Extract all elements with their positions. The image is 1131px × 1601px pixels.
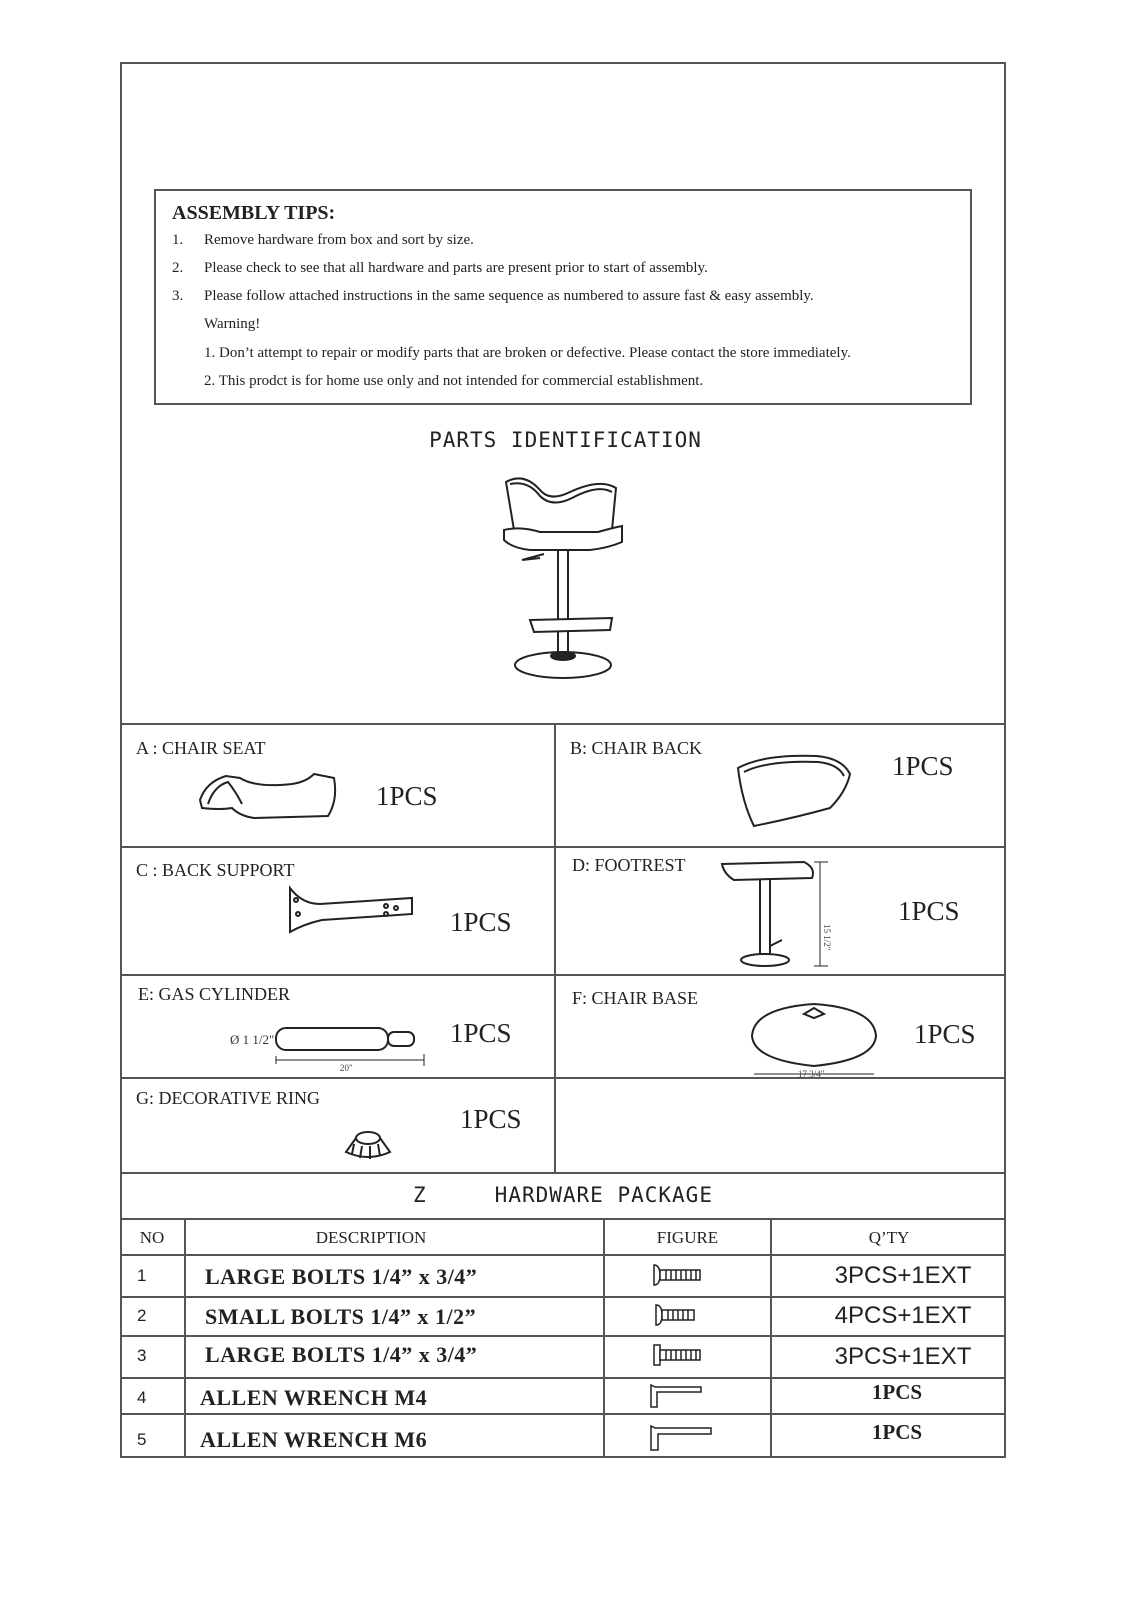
parts-grid-line bbox=[554, 723, 556, 1172]
decorative-ring-icon bbox=[342, 1128, 394, 1164]
warning-title: Warning! bbox=[204, 316, 261, 332]
parts-grid-line bbox=[120, 723, 1006, 725]
table-line bbox=[603, 1218, 605, 1458]
tip-number: 2. bbox=[172, 260, 184, 276]
part-f-label: F: CHAIR BASE bbox=[572, 988, 699, 1008]
parts-grid-line bbox=[120, 846, 1006, 848]
footrest-icon bbox=[720, 858, 850, 970]
bolt-icon bbox=[654, 1303, 700, 1327]
part-a-label: A : CHAIR SEAT bbox=[136, 738, 266, 758]
part-d-qty: 1PCS bbox=[898, 896, 960, 926]
hardware-package-letter: Z bbox=[413, 1183, 427, 1207]
assembly-tips-box bbox=[154, 189, 972, 405]
part-b-qty: 1PCS bbox=[892, 751, 954, 781]
gas-cylinder-length: 20" bbox=[340, 1063, 353, 1073]
row-description: ALLEN WRENCH M4 bbox=[200, 1385, 428, 1410]
row-qty: 3PCS+1EXT bbox=[834, 1262, 972, 1289]
hardware-package-heading: HARDWARE PACKAGE bbox=[494, 1183, 713, 1207]
row-number: 4 bbox=[137, 1388, 147, 1407]
parts-identification-title: PARTS IDENTIFICATION bbox=[429, 428, 702, 452]
row-description: LARGE BOLTS 1/4” x 3/4” bbox=[205, 1342, 478, 1367]
row-description: SMALL BOLTS 1/4” x 1/2” bbox=[205, 1304, 477, 1329]
column-header-figure: FIGURE bbox=[656, 1228, 719, 1247]
column-header-no: NO bbox=[139, 1228, 165, 1247]
column-header-qty: Q’TY bbox=[868, 1228, 910, 1247]
part-b-label: B: CHAIR BACK bbox=[570, 738, 703, 758]
gas-cylinder-icon bbox=[228, 1026, 428, 1072]
row-number: 1 bbox=[137, 1266, 147, 1285]
part-f-qty: 1PCS bbox=[914, 1019, 976, 1049]
tip-number: 3. bbox=[172, 288, 184, 304]
chair-seat-icon bbox=[196, 770, 346, 822]
row-qty: 4PCS+1EXT bbox=[834, 1302, 972, 1329]
part-c-label: C : BACK SUPPORT bbox=[136, 860, 295, 880]
hardware-package-title bbox=[120, 1183, 1006, 1207]
gas-cylinder-diameter: Ø 1 1/2" bbox=[230, 1032, 275, 1047]
row-number: 3 bbox=[137, 1346, 147, 1365]
chair-base-dimension: 17 3/4" bbox=[798, 1069, 825, 1079]
bolt-icon bbox=[652, 1263, 704, 1287]
allen-wrench-icon bbox=[649, 1383, 705, 1409]
table-line bbox=[120, 1296, 1006, 1298]
warning-text: 2. This prodct is for home use only and not intended for commercial establishment. bbox=[204, 373, 704, 389]
part-g-label: G: DECORATIVE RING bbox=[136, 1088, 320, 1108]
row-number: 2 bbox=[137, 1306, 147, 1325]
part-e-label: E: GAS CYLINDER bbox=[138, 984, 290, 1004]
row-qty: 1PCS bbox=[871, 1380, 923, 1404]
chair-back-icon bbox=[734, 752, 854, 830]
bolt-icon bbox=[652, 1343, 704, 1367]
row-description: LARGE BOLTS 1/4” x 3/4” bbox=[205, 1264, 478, 1289]
footrest-dimension: 15 1/2" bbox=[822, 924, 832, 951]
table-line bbox=[120, 1254, 1006, 1256]
column-header-description: DESCRIPTION bbox=[315, 1228, 427, 1247]
allen-wrench-icon bbox=[649, 1424, 715, 1452]
tip-text: Please check to see that all hardware and parts are present prior to start of assembly. bbox=[204, 260, 708, 276]
row-description: ALLEN WRENCH M6 bbox=[200, 1427, 428, 1452]
chair-base-icon bbox=[748, 1000, 880, 1078]
table-line bbox=[120, 1335, 1006, 1337]
row-qty: 1PCS bbox=[871, 1420, 923, 1444]
table-line bbox=[184, 1218, 186, 1458]
assembled-stool-illustration bbox=[500, 470, 630, 690]
part-e-qty: 1PCS bbox=[450, 1018, 512, 1048]
table-line bbox=[120, 1218, 1006, 1220]
part-c-qty: 1PCS bbox=[450, 907, 512, 937]
part-d-label: D: FOOTREST bbox=[572, 855, 686, 875]
tip-text: Please follow attached instructions in the same sequence as numbered to assure fast & easy assembly. bbox=[204, 288, 814, 304]
part-g-qty: 1PCS bbox=[460, 1104, 522, 1134]
row-qty: 3PCS+1EXT bbox=[834, 1343, 972, 1370]
assembly-tips-title: ASSEMBLY TIPS: bbox=[172, 202, 336, 224]
table-line bbox=[120, 1413, 1006, 1415]
table-line bbox=[120, 1377, 1006, 1379]
parts-grid-line bbox=[120, 974, 1006, 976]
tip-text: Remove hardware from box and sort by size. bbox=[204, 232, 474, 248]
warning-text: 1. Don’t attempt to repair or modify parts that are broken or defective. Please contact the store immediately. bbox=[204, 345, 851, 361]
parts-grid-line bbox=[120, 1172, 1006, 1174]
row-number: 5 bbox=[137, 1430, 147, 1449]
part-a-qty: 1PCS bbox=[376, 781, 438, 811]
back-support-icon bbox=[286, 884, 416, 936]
tip-number: 1. bbox=[172, 232, 184, 248]
